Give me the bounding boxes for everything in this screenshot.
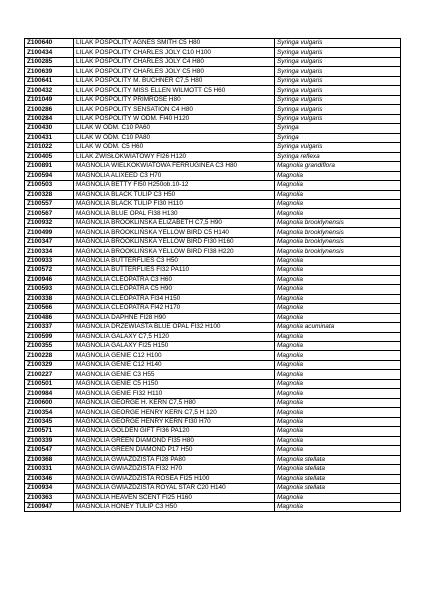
product-code-cell: Z100430 [25,124,74,133]
product-code-cell: Z100338 [25,294,74,303]
product-code-cell: Z100405 [25,152,74,161]
product-code-cell: Z100946 [25,275,74,284]
product-code-cell: Z100434 [25,48,74,57]
product-name-cell: MAGNOLIA HEAVEN SCENT FI25 H160 [74,493,275,502]
table-row [25,228,401,237]
latin-name-cell: Magnolia brooklynensis [275,237,401,246]
product-code-cell: Z100286 [25,105,74,114]
product-name-cell: MAGNOLIA BLUE OPAL FI38 H130 [74,209,275,218]
product-name-cell: MAGNOLIA GWIAŹDZISTA ROSEA FI25 H100 [74,474,275,483]
table-row [25,370,401,379]
product-name-cell: MAGNOLIA GEORGE HENRY KERN C7,5 H 120 [74,408,275,417]
latin-name-cell: Magnolia acuminata [275,323,401,332]
table-row [25,199,401,208]
table-row [25,408,401,417]
product-name-cell: MAGNOLIA CLEOPATRA C5 H90 [74,285,275,294]
product-name-cell: MAGNOLIA CLEOPATRA FI42 H170 [74,304,275,313]
latin-name-cell: Magnolia stellata [275,484,401,493]
product-code-cell: Z100432 [25,86,74,95]
product-table-body [25,39,401,512]
latin-name-cell: Magnolia [275,294,401,303]
product-name-cell: LILAK POSPOLITY AGNES SMITH C5 H80 [74,39,275,48]
table-row [25,294,401,303]
product-name-cell: MAGNOLIA GEORGE HENRY KERN FI30 H70 [74,417,275,426]
latin-name-cell: Syringa vulgaris [275,57,401,66]
latin-name-cell: Syringa vulgaris [275,114,401,123]
product-code-cell: Z100984 [25,389,74,398]
table-row [25,313,401,322]
product-code-cell: Z100431 [25,133,74,142]
product-name-cell: MAGNOLIA BROOKLIŃSKA YELLOW BIRD C5 H140 [74,228,275,237]
table-row [25,360,401,369]
product-code-cell: Z100331 [25,465,74,474]
latin-name-cell: Magnolia brooklynensis [275,247,401,256]
product-code-cell: Z100934 [25,484,74,493]
product-name-cell: LILAK W ODM. C10 PA80 [74,133,275,142]
product-name-cell: MAGNOLIA BLACK TULIP FI30 H110 [74,199,275,208]
latin-name-cell: Syringa [275,133,401,142]
product-code-cell: Z100345 [25,417,74,426]
latin-name-cell: Syringa vulgaris [275,76,401,85]
product-code-cell: Z100334 [25,247,74,256]
table-row [25,114,401,123]
latin-name-cell: Magnolia [275,493,401,502]
table-row [25,427,401,436]
latin-name-cell: Magnolia [275,332,401,341]
latin-name-cell: Magnolia [275,199,401,208]
table-row [25,237,401,246]
product-code-cell: Z100347 [25,237,74,246]
latin-name-cell: Magnolia brooklynensis [275,228,401,237]
latin-name-cell: Magnolia grandiflora [275,162,401,171]
table-row [25,342,401,351]
table-row [25,86,401,95]
product-name-cell: MAGNOLIA BUTTERFLIES C3 H50 [74,256,275,265]
latin-name-cell: Syringa reflexa [275,152,401,161]
product-name-cell: MAGNOLIA GENIE C5 H150 [74,379,275,388]
product-name-cell: MAGNOLIA BLACK TULIP C3 H50 [74,190,275,199]
product-name-cell: LILAK POSPOLITY CHARLES JOLY C10 H100 [74,48,275,57]
latin-name-cell: Magnolia [275,370,401,379]
product-name-cell: LILAK POSPOLITY MISS ELLEN WILMOTT C5 H60 [74,86,275,95]
document-page [24,38,400,512]
product-code-cell: Z100486 [25,313,74,322]
table-row [25,256,401,265]
table-row [25,181,401,190]
product-code-cell: Z100557 [25,199,74,208]
product-code-cell: Z101049 [25,95,74,104]
latin-name-cell: Magnolia [275,408,401,417]
product-code-cell: Z100571 [25,427,74,436]
table-row [25,209,401,218]
product-name-cell: MAGNOLIA BROOKLIŃSKA ELIZABETH C7,5 H90 [74,218,275,227]
table-row [25,152,401,161]
latin-name-cell: Magnolia [275,351,401,360]
product-code-cell: Z100329 [25,360,74,369]
table-row [25,446,401,455]
latin-name-cell: Magnolia brooklynensis [275,218,401,227]
table-row [25,218,401,227]
latin-name-cell: Magnolia [275,389,401,398]
latin-name-cell: Magnolia [275,181,401,190]
table-row [25,484,401,493]
table-row [25,190,401,199]
product-name-cell: MAGNOLIA GALAXY C7,5 H120 [74,332,275,341]
product-code-cell: Z100933 [25,256,74,265]
product-code-cell: Z100227 [25,370,74,379]
product-code-cell: Z100572 [25,266,74,275]
latin-name-cell: Magnolia [275,379,401,388]
product-code-cell: Z100355 [25,342,74,351]
table-row [25,493,401,502]
product-name-cell: MAGNOLIA GENIE C3 H55 [74,370,275,379]
product-name-cell: LILAK POSPOLITY W ODM. FI40 H120 [74,114,275,123]
product-name-cell: MAGNOLIA HONEY TULIP C3 H50 [74,502,275,511]
table-row [25,95,401,104]
product-name-cell: MAGNOLIA GREEN DIAMOND P17 H50 [74,446,275,455]
product-code-cell: Z100600 [25,398,74,407]
product-code-cell: Z101022 [25,143,74,152]
table-row [25,171,401,180]
latin-name-cell: Magnolia [275,256,401,265]
table-row [25,474,401,483]
table-row [25,266,401,275]
latin-name-cell: Magnolia stellata [275,465,401,474]
product-code-cell: Z100328 [25,190,74,199]
product-name-cell: MAGNOLIA GWIAŹDZISTA ROYAL STAR C20 H140 [74,484,275,493]
product-name-cell: MAGNOLIA CLEOPATRA C3 H60 [74,275,275,284]
latin-name-cell: Magnolia [275,502,401,511]
table-row [25,105,401,114]
table-row [25,247,401,256]
table-row [25,389,401,398]
product-code-cell: Z100346 [25,474,74,483]
latin-name-cell: Syringa vulgaris [275,48,401,57]
product-name-cell: LILAK POSPOLITY M. BUCHNER C7,5 H80 [74,76,275,85]
table-row [25,48,401,57]
product-name-cell: MAGNOLIA BROOKLIŃSKA YELLOW BIRD FI30 H160 [74,237,275,246]
latin-name-cell: Magnolia [275,266,401,275]
product-name-cell: MAGNOLIA GREEN DIAMOND FI35 H80 [74,436,275,445]
product-table [24,38,401,512]
product-code-cell: Z100228 [25,351,74,360]
table-row [25,304,401,313]
latin-name-cell: Magnolia [275,313,401,322]
product-code-cell: Z100641 [25,76,74,85]
product-name-cell: MAGNOLIA CLEOPATRA FI34 H150 [74,294,275,303]
product-code-cell: Z100363 [25,493,74,502]
table-row [25,67,401,76]
latin-name-cell: Magnolia stellata [275,474,401,483]
product-name-cell: MAGNOLIA GENIE C12 H140 [74,360,275,369]
product-code-cell: Z100891 [25,162,74,171]
table-row [25,285,401,294]
latin-name-cell: Magnolia [275,436,401,445]
product-code-cell: Z100594 [25,171,74,180]
latin-name-cell: Magnolia stellata [275,455,401,464]
product-code-cell: Z100368 [25,455,74,464]
latin-name-cell: Syringa vulgaris [275,67,401,76]
latin-name-cell: Syringa vulgaris [275,86,401,95]
latin-name-cell: Syringa vulgaris [275,105,401,114]
product-name-cell: MAGNOLIA GENIE C12 H100 [74,351,275,360]
product-name-cell: MAGNOLIA GENIE FI32 H110 [74,389,275,398]
table-row [25,57,401,66]
latin-name-cell: Magnolia [275,190,401,199]
product-code-cell: Z100284 [25,114,74,123]
product-code-cell: Z100339 [25,436,74,445]
product-name-cell: LILAK POSPOLITY CHARLES JOLY C4 H80 [74,57,275,66]
latin-name-cell: Magnolia [275,360,401,369]
latin-name-cell: Syringa vulgaris [275,143,401,152]
product-name-cell: LILAK ZWISŁOKWIATOWY FI26 H120 [74,152,275,161]
table-row [25,162,401,171]
latin-name-cell: Syringa [275,124,401,133]
table-row [25,143,401,152]
table-row [25,436,401,445]
table-row [25,379,401,388]
product-name-cell: LILAK POSPOLITY CHARLES JOLY C5 H80 [74,67,275,76]
latin-name-cell: Magnolia [275,304,401,313]
product-name-cell: MAGNOLIA BROOKLIŃSKA YELLOW BIRD FI38 H220 [74,247,275,256]
table-row [25,124,401,133]
product-code-cell: Z100501 [25,379,74,388]
table-row [25,502,401,511]
product-code-cell: Z100932 [25,218,74,227]
product-name-cell: LILAK W ODM. C5 H60 [74,143,275,152]
product-code-cell: Z100567 [25,209,74,218]
product-name-cell: MAGNOLIA GOLDEN GIFT FI36 PA120 [74,427,275,436]
product-code-cell: Z100593 [25,285,74,294]
table-row [25,465,401,474]
table-row [25,39,401,48]
table-row [25,398,401,407]
latin-name-cell: Syringa vulgaris [275,39,401,48]
latin-name-cell: Magnolia [275,342,401,351]
product-code-cell: Z100285 [25,57,74,66]
product-code-cell: Z100947 [25,502,74,511]
product-name-cell: MAGNOLIA BUTTERFLIES FI32 PA110 [74,266,275,275]
latin-name-cell: Magnolia [275,171,401,180]
latin-name-cell: Magnolia [275,275,401,284]
product-name-cell: MAGNOLIA GALAXY FI25 H150 [74,342,275,351]
table-row [25,76,401,85]
product-name-cell: MAGNOLIA ALIXEED C3 H70 [74,171,275,180]
table-row [25,323,401,332]
product-name-cell: MAGNOLIA DAPHNE FI28 H90 [74,313,275,322]
product-code-cell: Z100599 [25,332,74,341]
product-code-cell: Z100639 [25,67,74,76]
table-row [25,275,401,284]
product-code-cell: Z100503 [25,181,74,190]
latin-name-cell: Magnolia [275,417,401,426]
product-code-cell: Z100547 [25,446,74,455]
table-row [25,351,401,360]
table-row [25,332,401,341]
latin-name-cell: Magnolia [275,285,401,294]
product-name-cell: MAGNOLIA GWIAŹDZISTA FI32 H70 [74,465,275,474]
latin-name-cell: Magnolia [275,446,401,455]
product-name-cell: MAGNOLIA BETTY FI50 H250ob.10-12 [74,181,275,190]
product-code-cell: Z100566 [25,304,74,313]
product-name-cell: LILAK POSPOLITY PRIMROSE H80 [74,95,275,104]
latin-name-cell: Syringa vulgaris [275,95,401,104]
product-name-cell: LILAK POSPOLITY SENSATION C4 H80 [74,105,275,114]
product-code-cell: Z100499 [25,228,74,237]
product-name-cell: MAGNOLIA WIELKOKWIATOWA FERRUGINEA C3 H80 [74,162,275,171]
product-name-cell: MAGNOLIA GEORGE H. KERN C7,5 H80 [74,398,275,407]
product-code-cell: Z100640 [25,39,74,48]
product-code-cell: Z100337 [25,323,74,332]
product-code-cell: Z100354 [25,408,74,417]
latin-name-cell: Magnolia [275,398,401,407]
latin-name-cell: Magnolia [275,209,401,218]
table-row [25,417,401,426]
product-name-cell: MAGNOLIA DRZEWIASTA BLUE OPAL FI32 H100 [74,323,275,332]
table-row [25,133,401,142]
product-name-cell: MAGNOLIA GWIAŹDZISTA FI28 PA80 [74,455,275,464]
product-name-cell: LILAK W ODM. C10 PA60 [74,124,275,133]
table-row [25,455,401,464]
latin-name-cell: Magnolia [275,427,401,436]
